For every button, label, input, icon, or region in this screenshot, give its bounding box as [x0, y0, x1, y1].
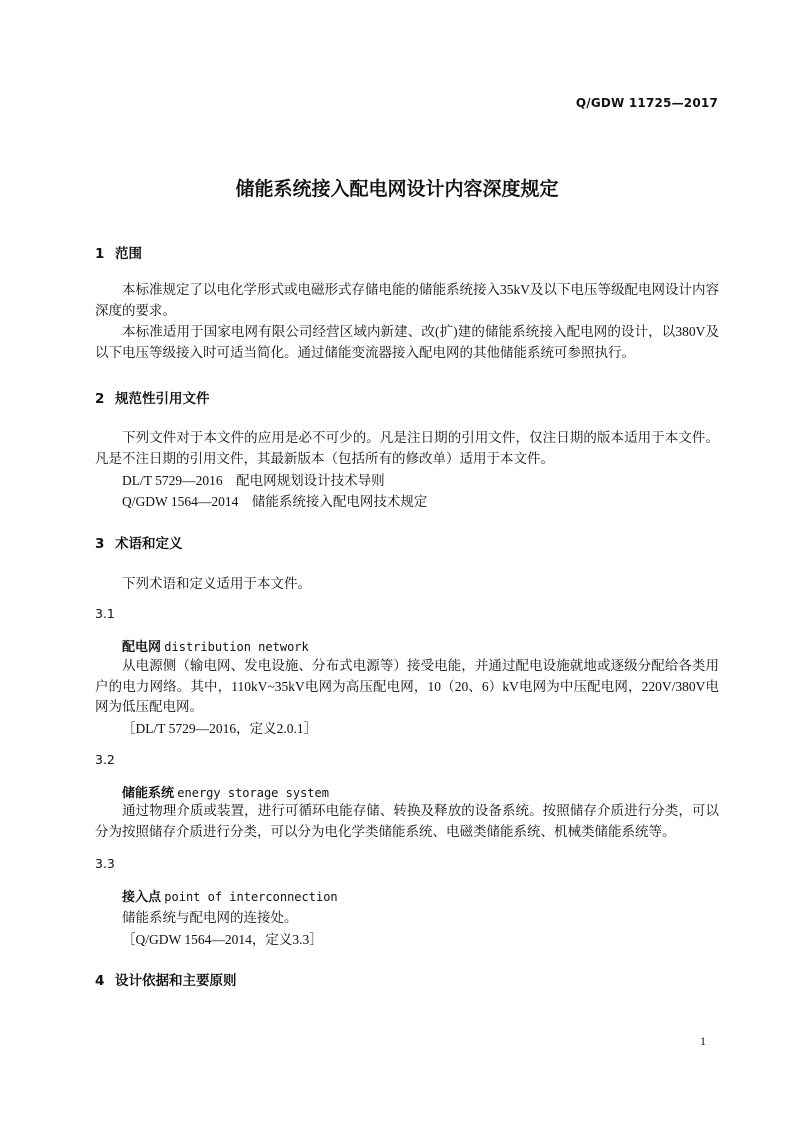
- section-title: 设计依据和主要原则: [115, 973, 237, 989]
- section-4-heading: [95, 969, 237, 989]
- document-code-header: Q/GDW 11725—2017: [575, 96, 718, 110]
- normative-reference-1: DL/T 5729—2016 配电网规划设计技术导则: [122, 473, 385, 488]
- section-3-heading: [95, 532, 183, 552]
- paragraph-text: 本标准规定了以电化学形式或电磁形式存储电能的储能系统接入35kV及以下电压等级配电网设计内容深度的要求。: [95, 282, 719, 318]
- term-chinese: 配电网: [122, 640, 162, 655]
- term-3-2: [122, 782, 329, 801]
- paragraph-text: 下列文件对于本文件的应用是必不可少的。凡是注日期的引用文件，仅注日期的版本适用于本文件。凡是不注日期的引用文件，其最新版本（包括所有的修改单）适用于本文件。: [95, 430, 719, 466]
- section-1-heading: [95, 242, 142, 262]
- section-1-paragraph-1: [95, 280, 719, 321]
- section-number: 1: [95, 246, 105, 262]
- clause-3-3-number: 3.3: [95, 856, 115, 871]
- section-number: 3: [95, 536, 105, 552]
- section-2-heading: [95, 387, 210, 407]
- section-title: 术语和定义: [115, 536, 183, 552]
- section-number: 2: [95, 391, 105, 407]
- section-number: 4: [95, 973, 105, 989]
- section-3-intro: 下列术语和定义适用于本文件。: [122, 576, 311, 591]
- definition-text: 从电源侧（输电网、发电设施、分布式电源等）接受电能，并通过配电设施就地或逐级分配给各类用户的电力网络。其中，110kV~35kV电网为高压配电网，10（20、6）kV电网为中压配电网，220V/380V电网为低压配电网。: [95, 658, 719, 714]
- term-3-3-source: ［Q/GDW 1564—2014，定义3.3］: [122, 932, 323, 947]
- section-title: 范围: [115, 246, 142, 262]
- term-3-1-source: ［DL/T 5729—2016，定义2.0.1］: [122, 721, 318, 736]
- term-3-1-definition: [95, 656, 719, 718]
- definition-text: 通过物理介质或装置，进行可循环电能存储、转换及释放的设备系统。按照储存介质进行分类，可以分为按照储存介质进行分类，可以分为电化学类储能系统、电磁类储能系统、机械类储能系统等。: [95, 803, 719, 839]
- paragraph-text: 本标准适用于国家电网有限公司经营区域内新建、改(扩)建的储能系统接入配电网的设计，以380V及以下电压等级接入时可适当简化。通过储能变流器接入配电网的其他储能系统可参照执行。: [95, 324, 719, 360]
- clause-3-1-number: 3.1: [95, 606, 115, 621]
- section-2-paragraph-1: [95, 428, 719, 469]
- term-chinese: 储能系统: [122, 786, 175, 801]
- term-3-2-definition: [95, 801, 719, 842]
- term-english: distribution network: [164, 640, 309, 654]
- clause-3-2-number: 3.2: [95, 752, 115, 767]
- document-title: 储能系统接入配电网设计内容深度规定: [235, 178, 559, 200]
- term-english: point of interconnection: [164, 890, 338, 904]
- term-3-1: [122, 636, 309, 655]
- section-title: 规范性引用文件: [115, 391, 210, 407]
- term-3-3-definition: 储能系统与配电网的连接处。: [122, 910, 298, 925]
- section-1-paragraph-2: [95, 322, 719, 363]
- page-number: 1: [700, 1034, 706, 1048]
- term-chinese: 接入点: [122, 890, 162, 905]
- normative-reference-2: Q/GDW 1564—2014 储能系统接入配电网技术规定: [122, 494, 428, 509]
- term-3-3: [122, 886, 338, 905]
- term-english: energy storage system: [177, 786, 329, 800]
